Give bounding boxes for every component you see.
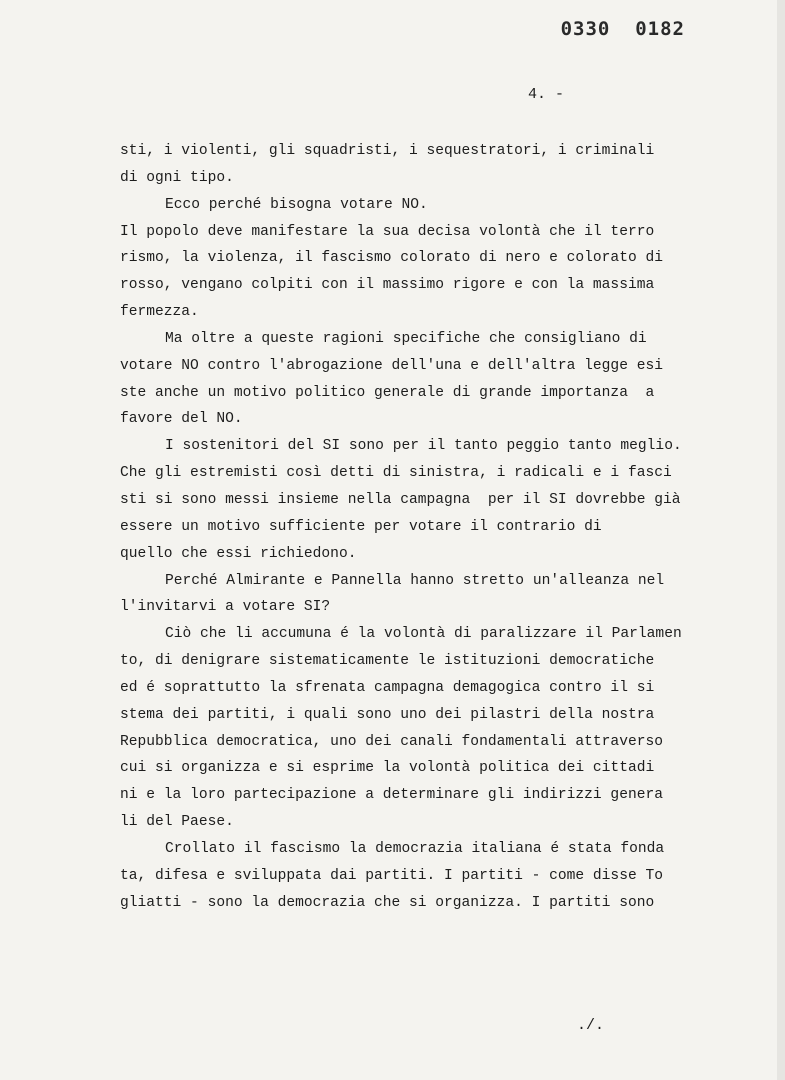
text-line: favore del NO. xyxy=(120,411,243,428)
text-line: stema dei partiti, i quali sono uno dei pilastri della nostra xyxy=(120,706,655,723)
body-text xyxy=(120,138,720,916)
text-line: essere un motivo sufficiente per votare il contrario di xyxy=(120,518,602,535)
text-line: to, di denigrare sistematicamente le istituzioni democratiche xyxy=(120,653,655,670)
text-line: Perché Almirante e Pannella hanno stretto un'alleanza nel xyxy=(165,572,665,589)
text-line: sti, i violenti, gli squadristi, i sequestratori, i criminali xyxy=(120,143,655,159)
text-line: fermezza. xyxy=(120,304,199,321)
text-line: sti si sono messi insieme nella campagna per il SI dovrebbe già xyxy=(120,491,681,508)
text-line: quello che essi richiedono. xyxy=(120,545,357,562)
text-line: ed é soprattutto la sfrenata campagna demagogica contro il si xyxy=(120,679,655,696)
text-line: gliatti - sono la democrazia che si organizza. I partiti sono xyxy=(120,894,655,911)
text-line: Repubblica democratica, uno dei canali fondamentali attraverso xyxy=(120,733,663,750)
text-line: ta, difesa e sviluppata dai partiti. I partiti - come disse To xyxy=(120,867,663,884)
continuation-mark: ./. xyxy=(577,1017,605,1034)
text-line: votare NO contro l'abrogazione dell'una e dell'altra legge esi xyxy=(120,357,663,374)
text-line: l'invitarvi a votare SI? xyxy=(120,599,331,616)
text-line: Ecco perché bisogna votare NO. xyxy=(165,196,428,213)
text-line: cui si organizza e si esprime la volontà politica dei cittadi xyxy=(120,760,655,777)
text-line: di ogni tipo. xyxy=(120,169,234,186)
text-line: Crollato il fascismo la democrazia italiana é stata fonda xyxy=(165,840,665,857)
page-number: 4. - xyxy=(528,86,565,103)
text-line: ste anche un motivo politico generale di grande importanza a xyxy=(120,384,655,401)
text-line: I sostenitori del SI sono per il tanto peggio tanto meglio. xyxy=(165,438,682,455)
text-line: li del Paese. xyxy=(120,814,234,831)
text-line: ni e la loro partecipazione a determinare gli indirizzi genera xyxy=(120,787,663,804)
text-line: Ma oltre a queste ragioni specifiche che consigliano di xyxy=(165,330,647,347)
page-edge xyxy=(777,0,785,1080)
text-line: Il popolo deve manifestare la sua decisa volontà che il terro xyxy=(120,223,655,240)
text-line: rosso, vengano colpiti con il massimo rigore e con la massima xyxy=(120,277,655,294)
text-line: rismo, la violenza, il fascismo colorato di nero e colorato di xyxy=(120,250,663,267)
text-line: Che gli estremisti così detti di sinistra, i radicali e i fasci xyxy=(120,465,672,482)
text-line: Ciò che li accumuna é la volontà di paralizzare il Parlamen xyxy=(165,626,682,643)
archive-number: 0330 0182 xyxy=(560,18,685,40)
